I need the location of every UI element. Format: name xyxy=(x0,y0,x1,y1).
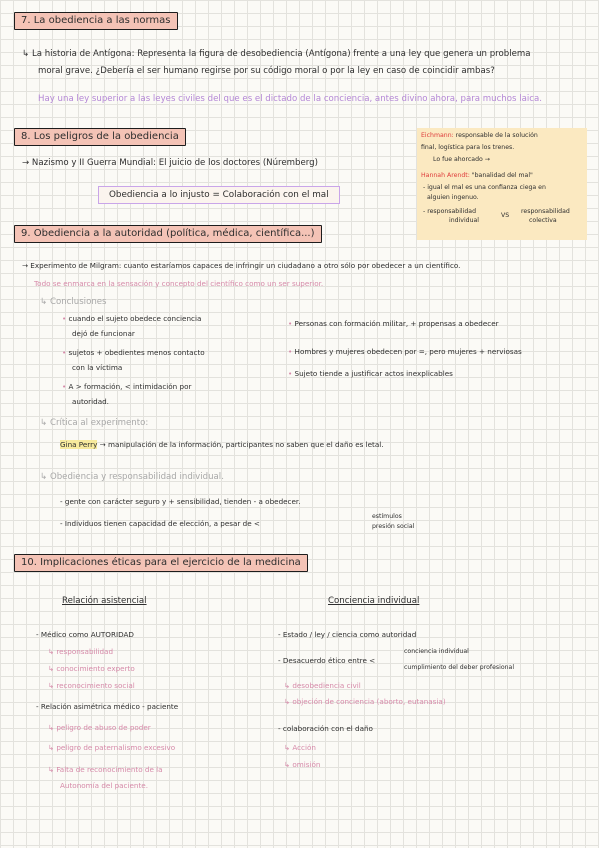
desacuerdo-item-2: ↳ objeción de conciencia (aborto, eutanasia) xyxy=(284,697,446,706)
critica-label xyxy=(40,418,148,429)
relacion-item-1: ↳ peligro de abuso de poder xyxy=(48,723,151,732)
section-8-heading: 8. Los peligros de la obediencia xyxy=(14,128,186,146)
relacion-item-2: ↳ peligro de paternalismo excesivo xyxy=(48,743,176,752)
conclusion-left-2b: con la víctima xyxy=(72,363,123,372)
relacion-asimetrica-line: - Relación asimétrica médico - paciente xyxy=(36,702,179,711)
presion-social-label: presión social xyxy=(372,523,415,530)
critica-text: Crítica al experimento: xyxy=(49,418,149,428)
nazismo-line: → Nazismo y II Guerra Mundial: El juicio de los doctores (Núremberg) xyxy=(22,158,318,168)
colaboracion-item-2: ↳ omisión xyxy=(284,760,321,769)
side-note-eichmann-arendt xyxy=(417,128,587,240)
section-10-heading: 10. Implicaciones éticas para el ejercicio de la medicina xyxy=(14,554,308,572)
gina-perry-name: Gina Perry xyxy=(60,440,98,449)
return-arrow-icon: ↳ xyxy=(40,472,48,482)
conclusion-left-1a: • cuando el sujeto obedece conciencia xyxy=(62,314,202,323)
conclusion-left-3b: autoridad. xyxy=(72,397,109,406)
gente-line: - gente con carácter seguro y + sensibilidad, tienden - a obedecer. xyxy=(60,497,301,506)
resp-individual-2: individual xyxy=(449,217,480,224)
conclusiones-text: Conclusiones xyxy=(49,297,107,307)
ley-superior-note: Hay una ley superior a las leyes civiles del que es el dictado de la conciencia, antes divino ahora, para muchos laica. xyxy=(38,94,542,104)
relacion-asistencial-title: Relación asistencial xyxy=(62,596,147,606)
section-9-heading: 9. Obediencia a la autoridad (política, médica, científica...) xyxy=(14,225,322,243)
obediencia-injusto-box: Obediencia a lo injusto = Colaboración con el mal xyxy=(98,186,340,204)
return-arrow-icon: ↳ xyxy=(40,418,48,428)
return-arrow-icon: ↳ xyxy=(22,49,30,59)
individuos-line: - Individuos tienen capacidad de elección, a pesar de < xyxy=(60,519,260,528)
eichmann-label: Eichmann: xyxy=(421,132,454,139)
conclusion-right-2: • Hombres y mujeres obedecen por =, pero mujeres + nerviosas xyxy=(288,347,522,356)
conciencia-individual-label: conciencia individual xyxy=(404,648,469,655)
falta-reconocimiento-1: ↳ Falta de reconocimiento de la xyxy=(48,765,163,774)
medico-item-1: ↳ responsabilidad xyxy=(48,647,114,656)
eichmann-line1 xyxy=(421,132,538,140)
obediencia-resp-label xyxy=(40,472,224,483)
medico-item-3: ↳ reconocimiento social xyxy=(48,681,135,690)
desacuerdo-etico-line: - Desacuerdo ético entre < xyxy=(278,656,376,665)
desacuerdo-item-1: ↳ desobediencia civil xyxy=(284,681,361,690)
conclusion-right-1: • Personas con formación militar, + propensas a obedecer xyxy=(288,319,499,328)
resp-colectiva-1: responsabilidad xyxy=(521,208,570,215)
arendt-note1: - igual el mal es una confianza ciega en xyxy=(423,184,546,191)
cumplimiento-deber-label: cumplimiento del deber profesional xyxy=(404,664,515,671)
return-arrow-icon: ↳ xyxy=(40,297,48,307)
milgram-line: → Experimento de Milgram: cuanto estaríamos capaces de infringir un ciudadano a otro sólo por obedecer a un científico. xyxy=(22,261,461,270)
conclusion-left-1b: dejó de funcionar xyxy=(72,329,135,338)
conclusion-right-3: • Sujeto tiende a justificar actos inexplicables xyxy=(288,369,453,378)
estado-ley-ciencia-line: - Estado / ley / ciencia como autoridad xyxy=(278,630,417,639)
conciencia-individual-title: Conciencia individual xyxy=(328,596,420,606)
falta-reconocimiento-2: Autonomía del paciente. xyxy=(60,781,149,790)
medico-item-2: ↳ conocimiento experto xyxy=(48,664,135,673)
arendt-label: Hannah Arendt: xyxy=(421,172,470,179)
antigona-text-line2: moral grave. ¿Debería el ser humano regirse por su código moral o por la ley en caso de coincidir ambas? xyxy=(38,66,495,76)
antigona-text-line1 xyxy=(22,49,531,60)
medico-autoridad-line: - Médico como AUTORIDAD xyxy=(36,630,134,639)
resp-colectiva-2: colectiva xyxy=(529,217,557,224)
arendt-note2: alguien ingenuo. xyxy=(427,194,479,201)
colaboracion-item-1: ↳ Acción xyxy=(284,743,316,752)
resp-individual-1: - responsabilidad xyxy=(423,208,477,215)
conclusiones-label xyxy=(40,297,107,308)
obediencia-resp-text: Obediencia y responsabilidad individual. xyxy=(49,472,224,482)
eichmann-line3: Lo fue ahorcado → xyxy=(433,156,490,163)
gina-perry-line xyxy=(60,440,384,449)
conclusion-left-3a: • A > formación, < intimidación por xyxy=(62,382,192,391)
estimulos-label: estímulos xyxy=(372,513,402,520)
arendt-line xyxy=(421,172,533,180)
arendt-quote: "banalidad del mal" xyxy=(471,172,533,179)
eichmann-line2: final, logística para los trenes. xyxy=(421,144,515,151)
section-7-heading: 7. La obediencia a las normas xyxy=(14,12,178,30)
gina-perry-text: → manipulación de la información, participantes no saben que el daño es letal. xyxy=(99,440,384,449)
conclusion-left-2a: • sujetos + obedientes menos contacto xyxy=(62,348,205,357)
antigona-text: La historia de Antígona: Representa la figura de desobediencia (Antígona) frente a una ley que genera un problema xyxy=(31,49,531,59)
todo-enmarca-note: Todo se enmarca en la sensación y concepto del científico como un ser superior. xyxy=(34,279,324,288)
eichmann-text: responsable de la solución xyxy=(455,132,538,139)
colaboracion-dano-line: - colaboración con el daño xyxy=(278,724,373,733)
vs-label: VS xyxy=(501,212,510,219)
